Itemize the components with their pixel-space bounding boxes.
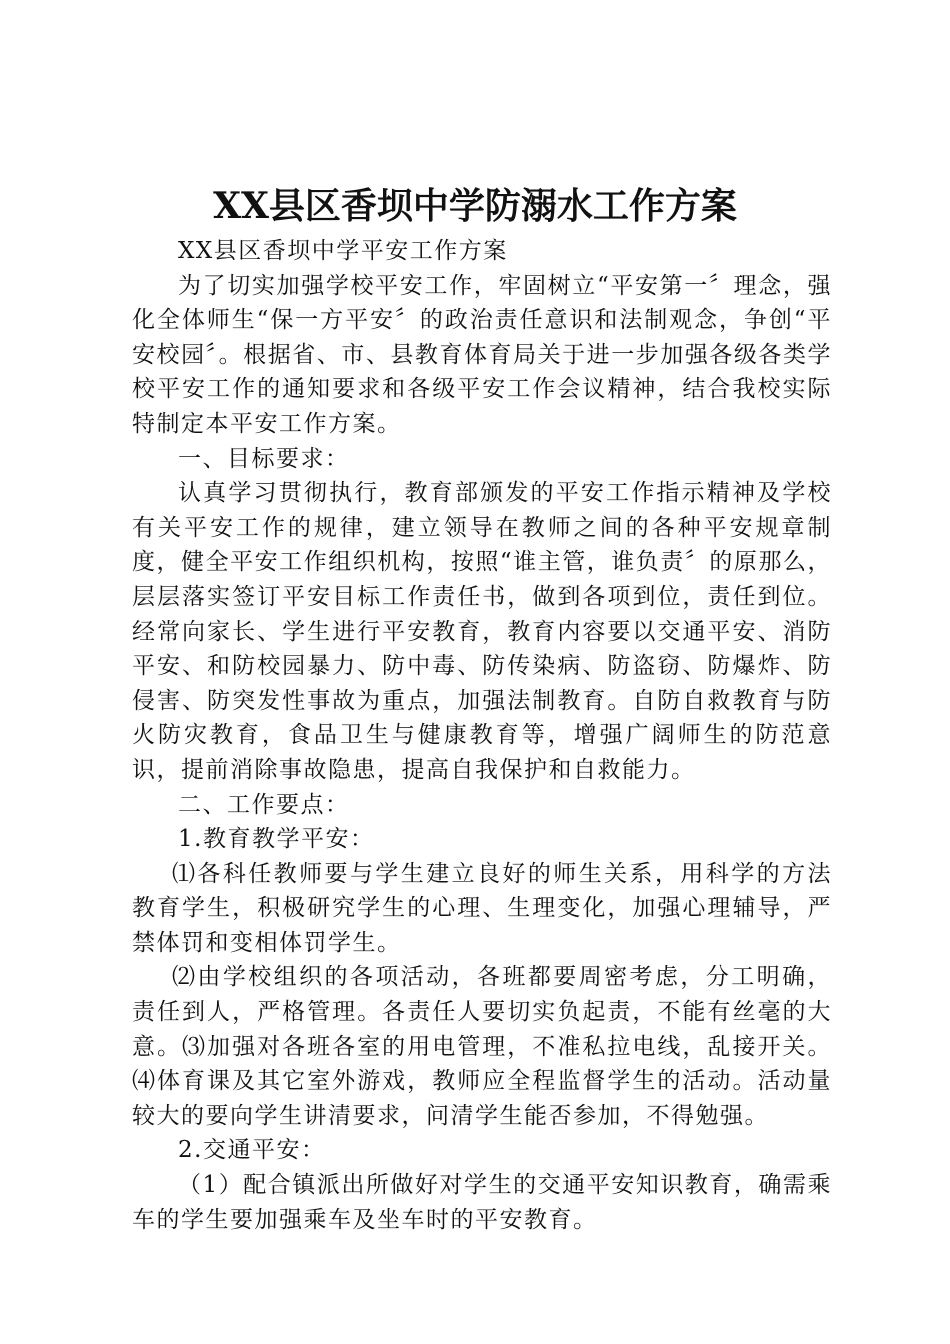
traffic-safety-item-1: （1）配合镇派出所做好对学生的交通平安知识教育，确需乘车的学生要加强乘车及坐车时的平安教育。 — [132, 1172, 832, 1233]
teaching-safety-item-1: ⑴各科任教师要与学生建立良好的师生关系，用科学的方法教育学生，积极研究学生的心理、生理变化，加强心理辅导，严禁体罚和变相体罚学生。 — [132, 860, 832, 956]
subheading-traffic-safety: 2.交通平安： — [178, 1137, 326, 1164]
goals-paragraph: 认真学习贯彻执行，教育部颁发的平安工作指示精神及学校有关平安工作的规律，建立领导在教师之间的各种平安规章制度，健全平安工作组织机构，按照“谁主管，谁负责〞的原那么，层层落实签订平安目标工作责任书，做到各项到位，责任到位。经常向家长、学生进行平安教育，教育内容要以交通平安、消防平安、和防校园暴力、防中毒、防传染病、防盗窃、防爆炸、防侵害、防突发性事故为重点，加强法制教育。自防自救教育与防火防灾教育，食品卫生与健康教育等，增强广阔师生的防范意识，提前消除事故隐患，提高自我保护和自救能力。 — [132, 480, 832, 783]
teaching-safety-item-2: ⑵由学校组织的各项活动，各班都要周密考虑，分工明确，责任到人，严格管理。各责任人要切实负起责，不能有丝毫的大意。⑶加强对各班各室的用电管理，不准私拉电线，乱接开关。⑷体育课及其它室外游戏，教师应全程监督学生的活动。活动量较大的要向学生讲清要求，问清学生能否参加，不得勉强。 — [132, 964, 832, 1129]
section-heading-key-points: 二、工作要点： — [178, 791, 350, 818]
intro-paragraph: 为了切实加强学校平安工作，牢固树立“平安第一〞理念，强化全体师生“保一方平安〞的政治责任意识和法制观念，争创“平安校园〞。根据省、市、县教育体育局关于进一步加强各级各类学校平安工作的通知要求和各级平安工作会议精神，结合我校实际特制定本平安工作方案。 — [132, 272, 832, 437]
section-heading-goals: 一、目标要求： — [178, 445, 350, 472]
subtitle-paragraph: XX县区香坝中学平安工作方案 — [178, 238, 508, 264]
document-title: XX县区香坝中学防溺水工作方案 — [213, 185, 737, 227]
subheading-teaching-safety: 1.教育教学平安： — [178, 826, 375, 853]
document-body — [132, 234, 832, 1237]
